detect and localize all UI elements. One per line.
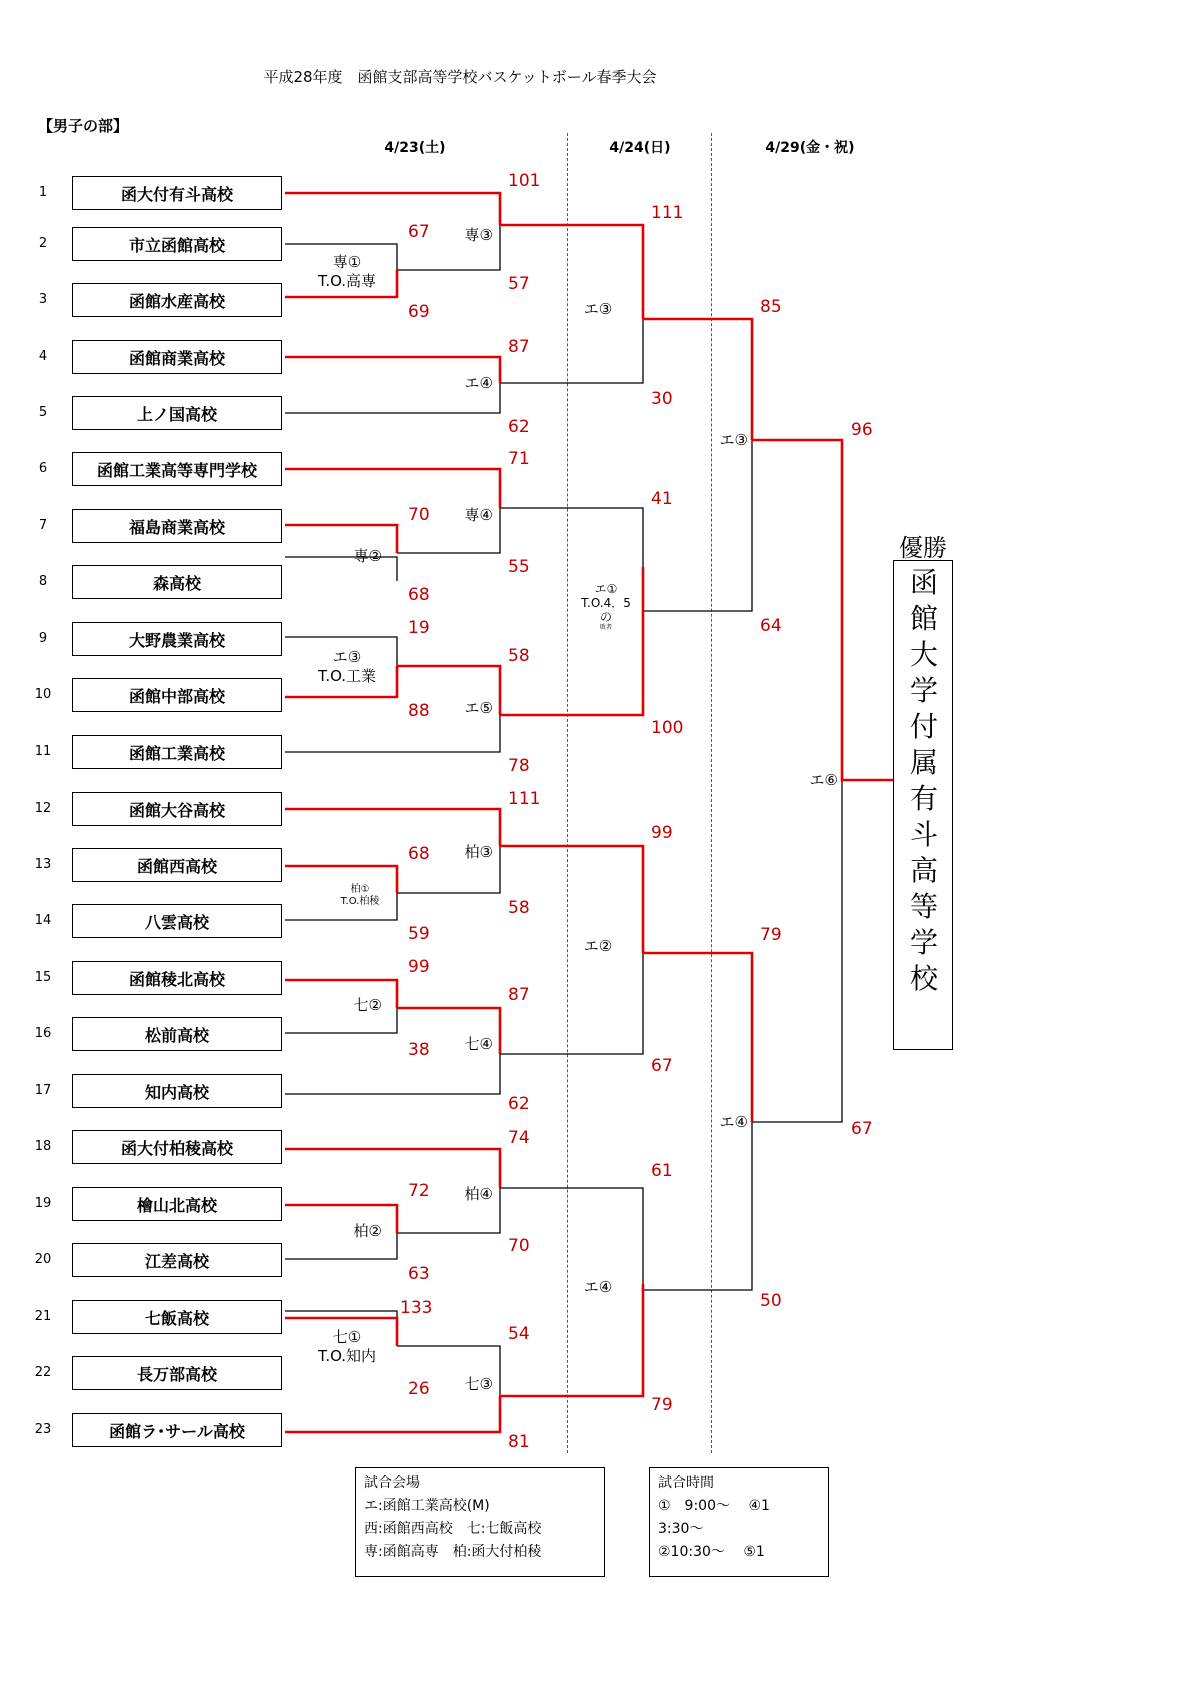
seed-number: 22 (34, 1365, 52, 1380)
team-box: 福島商業高校 (72, 509, 282, 543)
score-label: 100 (651, 718, 684, 738)
division-label: 【男子の部】 (38, 117, 129, 135)
score-label: 70 (408, 505, 430, 525)
score-label: 58 (508, 646, 530, 666)
venue-label: エ③ (332, 648, 362, 666)
score-label: 96 (851, 420, 873, 440)
score-label: 57 (508, 274, 530, 294)
champion-char: 付 (909, 710, 938, 743)
seed-number: 9 (38, 631, 48, 646)
team-box: 大野農業高校 (72, 622, 282, 656)
venue-label: エ③ (583, 300, 613, 318)
champion-char: 斗 (909, 818, 938, 851)
team-box: 函大付柏稜高校 (72, 1130, 282, 1164)
venue-label: エ① (594, 582, 618, 596)
venue-label: 七③ (464, 1375, 493, 1393)
venue-label: 専① (332, 253, 362, 271)
bracket-line (643, 440, 752, 611)
seed-number: 20 (34, 1252, 52, 1267)
venue-label: エ⑥ (809, 771, 838, 789)
champion-char: 学 (909, 926, 938, 959)
team-box: 七飯高校 (72, 1300, 282, 1334)
legend-heading: 試合時間 (658, 1475, 714, 1491)
timekeeper-label: T.O.知内 (317, 1347, 377, 1365)
seed-number: 4 (38, 349, 48, 364)
score-label: 101 (508, 171, 541, 191)
seed-number: 19 (34, 1196, 52, 1211)
venue-label: 専④ (464, 506, 493, 524)
score-label: 70 (508, 1236, 530, 1256)
score-label: 99 (651, 823, 673, 843)
venue-label: 専③ (464, 226, 493, 244)
winner-line (752, 440, 893, 780)
team-box: 函館工業高等専門学校 (72, 452, 282, 486)
bracket-line (752, 780, 842, 1122)
score-label: 55 (508, 557, 530, 577)
winner-line (285, 1396, 500, 1432)
venue-label: 柏② (353, 1222, 382, 1240)
team-box: 江差高校 (72, 1243, 282, 1277)
team-box: 知内高校 (72, 1074, 282, 1108)
page-title: 平成28年度 函館支部高等学校バスケットボール春季大会 (263, 68, 657, 86)
score-label: 111 (651, 203, 684, 223)
score-label: 81 (508, 1432, 530, 1452)
team-box: 函館西高校 (72, 848, 282, 882)
team-box: 函館水産高校 (72, 283, 282, 317)
timekeeper-label: T.O.工業 (317, 667, 377, 685)
seed-number: 14 (34, 913, 52, 928)
venue-label: エ③ (719, 431, 748, 449)
seed-number: 6 (38, 461, 48, 476)
bracket-line (285, 1054, 500, 1094)
seed-number: 5 (38, 405, 48, 420)
date-round3: 4/24(日) (609, 140, 671, 156)
venue-label: エ⑤ (464, 699, 493, 717)
seed-number: 13 (34, 857, 52, 872)
date-round1: 4/23(土) (384, 140, 446, 156)
seed-number: 7 (38, 518, 48, 533)
score-label: 62 (508, 417, 530, 437)
winner-line (285, 469, 500, 508)
score-label: 68 (408, 585, 430, 605)
legend-line: 専:函館高専 柏:函大付柏稜 (364, 1544, 542, 1560)
venue-label: 柏① (350, 884, 370, 895)
score-label: 111 (508, 789, 541, 809)
seed-number: 11 (34, 744, 52, 759)
score-label: 87 (508, 985, 530, 1005)
seed-number: 12 (34, 801, 52, 816)
score-label: 85 (760, 297, 782, 317)
score-label: 67 (651, 1056, 673, 1076)
champion-char: 有 (909, 782, 938, 815)
team-box: 函館稜北高校 (72, 961, 282, 995)
legend-line: 3:30～ (658, 1521, 704, 1537)
score-label: 50 (760, 1291, 782, 1311)
seed-number: 8 (38, 574, 48, 589)
score-label: 30 (651, 389, 673, 409)
score-label: 58 (508, 898, 530, 918)
team-box: 森高校 (72, 565, 282, 599)
team-box: 函館ラ･サール高校 (72, 1413, 282, 1447)
time-legend (649, 1467, 829, 1577)
score-label: 26 (408, 1379, 430, 1399)
venue-label: エ④ (583, 1278, 613, 1296)
winner-line (643, 953, 752, 1122)
bracket-line (643, 1122, 752, 1290)
champion-char: 校 (909, 962, 938, 995)
timekeeper-label: T.O.高専 (317, 272, 377, 290)
champion-char: 等 (909, 890, 938, 923)
venue-label: 七② (353, 996, 382, 1014)
seed-number: 2 (38, 236, 48, 251)
seed-number: 16 (34, 1026, 52, 1041)
champion-char: 大 (909, 638, 938, 671)
score-label: 19 (408, 618, 430, 638)
team-box: 松前高校 (72, 1017, 282, 1051)
score-label: 69 (408, 302, 430, 322)
legend-heading: 試合会場 (364, 1475, 420, 1491)
bracket-line (285, 715, 500, 752)
legend-line: ②10:30～ ⑤1 (658, 1544, 765, 1560)
score-label: 64 (760, 616, 782, 636)
score-label: 59 (408, 924, 430, 944)
seed-number: 18 (34, 1139, 52, 1154)
venue-label: 柏③ (464, 843, 493, 861)
score-label: 63 (408, 1264, 430, 1284)
venue-label: エ② (583, 937, 613, 955)
team-box: 函館大谷高校 (72, 792, 282, 826)
note-label: 敗者 (599, 624, 612, 631)
note-label: の (599, 610, 612, 624)
seed-number: 23 (34, 1422, 52, 1437)
team-box: 八雲高校 (72, 904, 282, 938)
score-label: 41 (651, 489, 673, 509)
score-label: 133 (400, 1298, 433, 1318)
venue-label: 柏④ (464, 1185, 493, 1203)
champion-box (893, 560, 953, 1050)
seed-number: 15 (34, 970, 52, 985)
seed-number: 3 (38, 292, 48, 307)
team-box: 函大付有斗高校 (72, 176, 282, 210)
team-box: 函館工業高校 (72, 735, 282, 769)
team-box: 長万部高校 (72, 1356, 282, 1390)
venue-label: エ④ (719, 1113, 748, 1131)
champion-char: 館 (909, 602, 938, 635)
seed-number: 17 (34, 1083, 52, 1098)
winner-line (643, 319, 752, 440)
date-round4: 4/29(金・祝) (765, 140, 855, 156)
champion-char: 属 (909, 746, 938, 779)
venue-label: 七① (332, 1328, 362, 1346)
score-label: 88 (408, 701, 430, 721)
venue-legend (355, 1467, 605, 1577)
team-box: 函館中部高校 (72, 678, 282, 712)
seed-number: 1 (38, 185, 48, 200)
score-label: 79 (651, 1395, 673, 1415)
venue-label: 七④ (464, 1035, 493, 1053)
champion-char: 高 (909, 854, 938, 887)
champion-heading: 優勝 (899, 534, 947, 562)
score-label: 54 (508, 1324, 530, 1344)
team-box: 函館商業高校 (72, 340, 282, 374)
winner-line (285, 193, 500, 225)
score-label: 67 (851, 1119, 873, 1139)
team-box: 市立函館高校 (72, 227, 282, 261)
score-label: 99 (408, 957, 430, 977)
score-label: 62 (508, 1094, 530, 1114)
score-label: 78 (508, 756, 530, 776)
score-label: 74 (508, 1128, 530, 1148)
score-label: 72 (408, 1181, 430, 1201)
team-box: 上ノ国高校 (72, 396, 282, 430)
score-label: 68 (408, 844, 430, 864)
score-label: 61 (651, 1161, 673, 1181)
legend-line: 西:函館西高校 七:七飯高校 (364, 1521, 542, 1537)
timekeeper-label: T.O.4．5 (581, 596, 631, 610)
champion-name (894, 561, 954, 997)
seed-number: 21 (34, 1309, 52, 1324)
score-label: 79 (760, 925, 782, 945)
champion-char: 学 (909, 674, 938, 707)
venue-label: 専② (353, 547, 382, 565)
score-label: 87 (508, 337, 530, 357)
venue-label: エ④ (464, 374, 493, 392)
seed-number: 10 (34, 687, 52, 702)
legend-line: エ:函館工業高校(M) (364, 1498, 490, 1514)
score-label: 38 (408, 1040, 430, 1060)
legend-line: ① 9:00～ ④1 (658, 1498, 770, 1514)
team-box: 檜山北高校 (72, 1187, 282, 1221)
score-label: 71 (508, 449, 530, 469)
timekeeper-label: T.O.柏稜 (340, 896, 380, 907)
score-label: 67 (408, 222, 430, 242)
champion-char: 函 (909, 566, 938, 599)
